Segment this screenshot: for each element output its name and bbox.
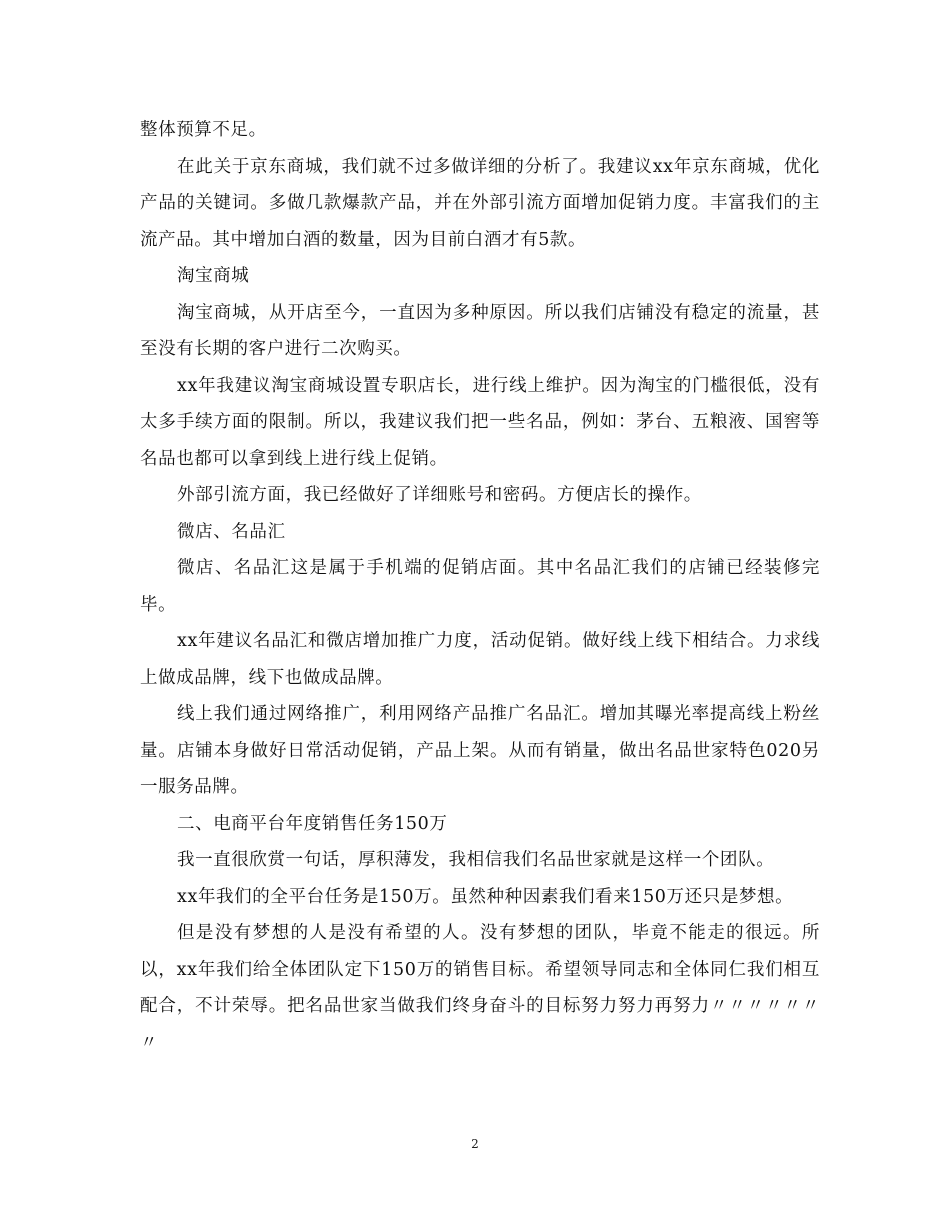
paragraph-platform-target: xx年我们的全平台任务是150万。虽然种种因素我们看来150万还只是梦想。 bbox=[177, 886, 794, 907]
heading-sales-target: 二、电商平台年度销售任务150万 bbox=[177, 813, 448, 834]
paragraph-online-promotion: 线上我们通过网络推广，利用网络产品推广名品汇。增加其曝光率提高线上粉丝量。店铺本身做好日常活动促销，产品上架。从而有销量，做出名品世家特色020另一服务品牌。 bbox=[140, 704, 820, 797]
paragraph-weidian-suggestion: xx年建议名品汇和微店增加推广力度，活动促销。做好线上线下相结合。力求线上做成品牌，线下也做成品牌。 bbox=[140, 631, 820, 688]
paragraph-team-quote: 我一直很欣赏一句话，厚积薄发，我相信我们名品世家就是这样一个团队。 bbox=[177, 850, 775, 870]
paragraph-budget: 整体预算不足。 bbox=[140, 120, 267, 140]
heading-taobao-mall: 淘宝商城 bbox=[177, 266, 250, 286]
document-body bbox=[140, 112, 820, 1061]
page-number: 2 bbox=[471, 1137, 479, 1151]
paragraph-taobao-status: 淘宝商城，从开店至今，一直因为多种原因。所以我们店铺没有稳定的流量，甚至没有长期的客户进行二次购买。 bbox=[140, 302, 820, 359]
paragraph-dream: 但是没有梦想的人是没有希望的人。没有梦想的团队，毕竟不能走的很远。所以，xx年我们给全体团队定下150万的销售目标。希望领导同志和全体同仁我们相互配合，不计荣辱。把名品世家当做我们终身奋斗的目标努力努力再努力〃〃〃〃〃〃〃 bbox=[140, 923, 820, 1053]
paragraph-taobao-suggestion: xx年我建议淘宝商城设置专职店长，进行线上维护。因为淘宝的门槛很低，没有太多手续方面的限制。所以，我建议我们把一些名品，例如：茅台、五粮液、国窖等名品也都可以拿到线上进行线上促销。 bbox=[140, 375, 820, 469]
paragraph-weidian-status: 微店、名品汇这是属于手机端的促销店面。其中名品汇我们的店铺已经装修完毕。 bbox=[140, 558, 820, 615]
heading-weidian: 微店、名品汇 bbox=[177, 521, 286, 542]
paragraph-jd-suggestion: 在此关于京东商城，我们就不过多做详细的分析了。我建议xx年京东商城，优化产品的关键词。多做几款爆款产品，并在外部引流方面增加促销力度。丰富我们的主流产品。其中增加白酒的数量，因为目前白酒才有5款。 bbox=[140, 156, 820, 250]
paragraph-traffic: 外部引流方面，我已经做好了详细账号和密码。方便店长的操作。 bbox=[177, 485, 702, 505]
